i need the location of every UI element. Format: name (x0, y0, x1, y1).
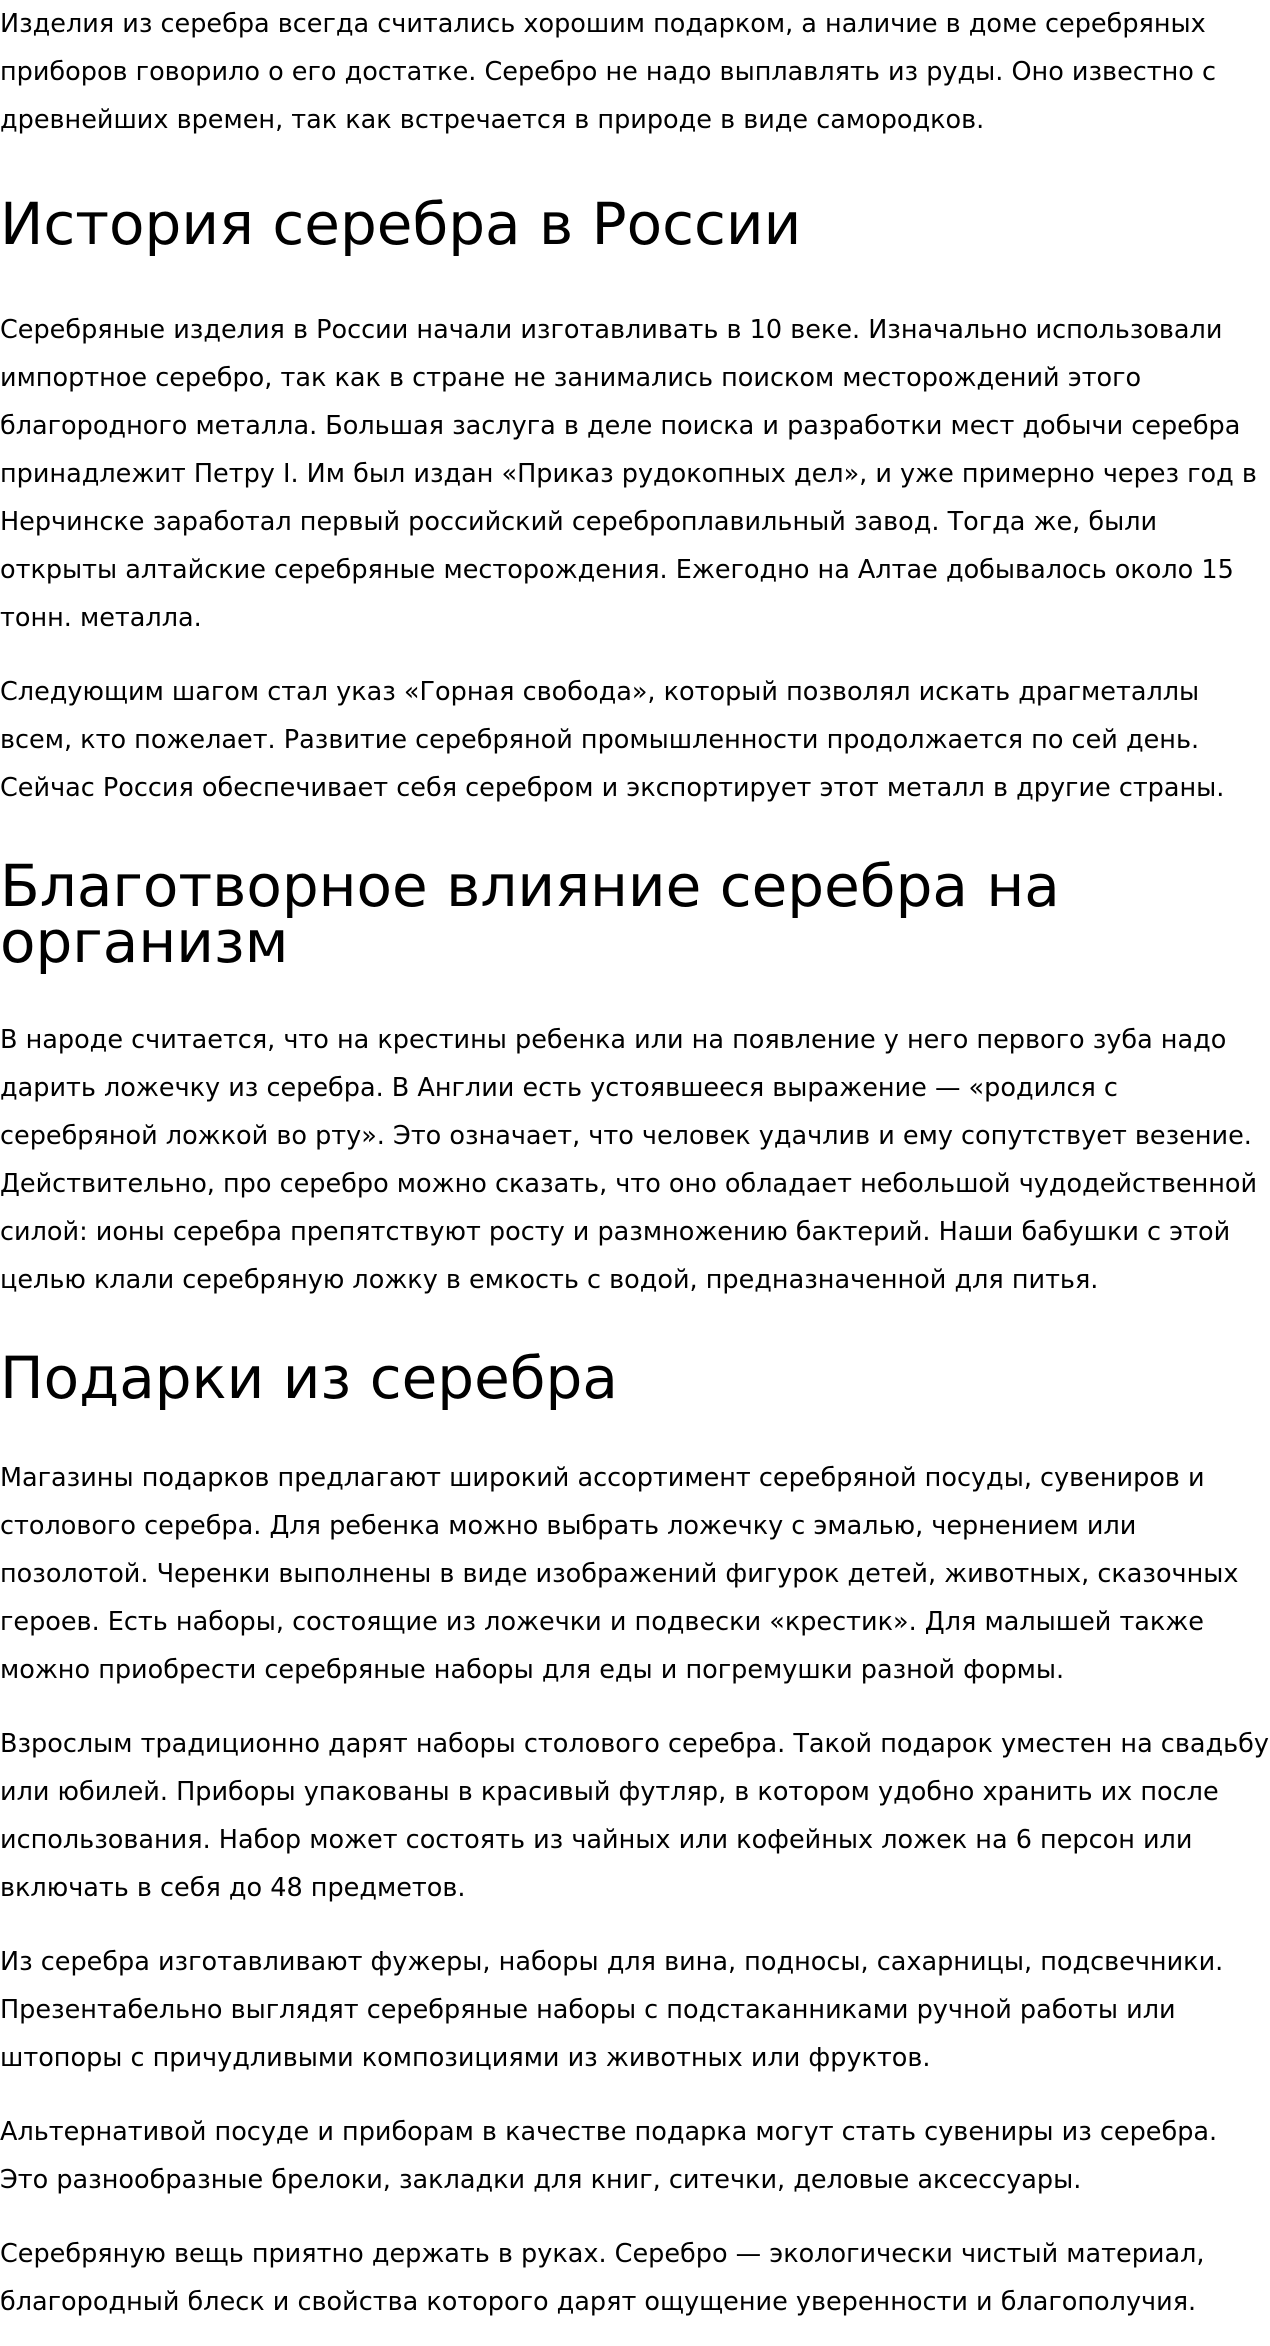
section-heading-gifts: Подарки из серебра (0, 1344, 618, 1412)
intro-paragraph: Изделия из серебра всегда считались хорошим подарком, а наличие в доме серебряных приборов говорило о его достатке. Серебро не надо выплавлять из руды. Оно известно с древнейших времен, так как встречается в природе в виде самородков. (0, 9, 1217, 135)
history-paragraph-1: Серебряные изделия в России начали изготавливать в 10 веке. Изначально использовали импортное серебро, так как в стране не занимались поиском месторождений этого благородного металла. Большая заслуга в деле поиска и разработки мест добычи серебра принадлежит Петру I. Им был издан «Приказ рудокопных дел», и уже примерно через год в Нерчинске заработал первый российский сереброплавильный завод. Тогда же, были открыты алтайские серебряные месторождения. Ежегодно на Алтае добывалось около 15 тонн. металла. (0, 315, 1257, 633)
gifts-paragraph-1: Магазины подарков предлагают широкий ассортимент серебряной посуды, сувениров и столового серебра. Для ребенка можно выбрать ложечку с эмалью, чернением или позолотой. Черенки выполнены в виде изображений фигурок детей, животных, сказочных героев. Есть наборы, состоящие из ложечки и подвески «крестик». Для малышей также можно приобрести серебряные наборы для еды и погремушки разной формы. (0, 1463, 1239, 1685)
history-paragraph-2: Следующим шагом стал указ «Горная свобода», который позволял искать драгметаллы всем, кто пожелает. Развитие серебряной промышленности продолжается по сей день. Сейчас Россия обеспечивает себя серебром и экспортирует этот металл в другие страны. (0, 677, 1225, 803)
gifts-paragraph-5: Серебряную вещь приятно держать в руках. Серебро — экологически чистый материал, благородный блеск и свойства которого дарят ощущение уверенности и благополучия. (0, 2239, 1205, 2317)
gifts-paragraph-4: Альтернативой посуде и приборам в качестве подарка могут стать сувениры из серебра. Это разнообразные брелоки, закладки для книг, ситечки, деловые аксессуары. (0, 2117, 1218, 2195)
section-heading-health: Благотворное влияние серебра на организм (0, 852, 1060, 976)
health-paragraph-1: В народе считается, что на крестины ребенка или на появление у него первого зуба надо дарить ложечку из серебра. В Англии есть устоявшееся выражение — «родился с серебряной ложкой во рту». Это означает, что человек удачлив и ему сопутствует везение. Действительно, про серебро можно сказать, что оно обладает небольшой чудодейственной силой: ионы серебра препятствуют росту и размножению бактерий. Наши бабушки с этой целью клали серебряную ложку в емкость с водой, предназначенной для питья. (0, 1025, 1258, 1295)
gifts-paragraph-2: Взрослым традиционно дарят наборы столового серебра. Такой подарок уместен на свадьбу или юбилей. Приборы упакованы в красивый футляр, в котором удобно хранить их после использования. Набор может состоять из чайных или кофейных ложек на 6 персон или включать в себя до 48 предметов. (0, 1729, 1269, 1903)
section-heading-history: История серебра в России (0, 190, 802, 258)
gifts-paragraph-3: Из серебра изготавливают фужеры, наборы для вина, подносы, сахарницы, подсвечники. Презентабельно выглядят серебряные наборы с подстаканниками ручной работы или штопоры с причудливыми композициями из животных или фруктов. (0, 1947, 1224, 2073)
